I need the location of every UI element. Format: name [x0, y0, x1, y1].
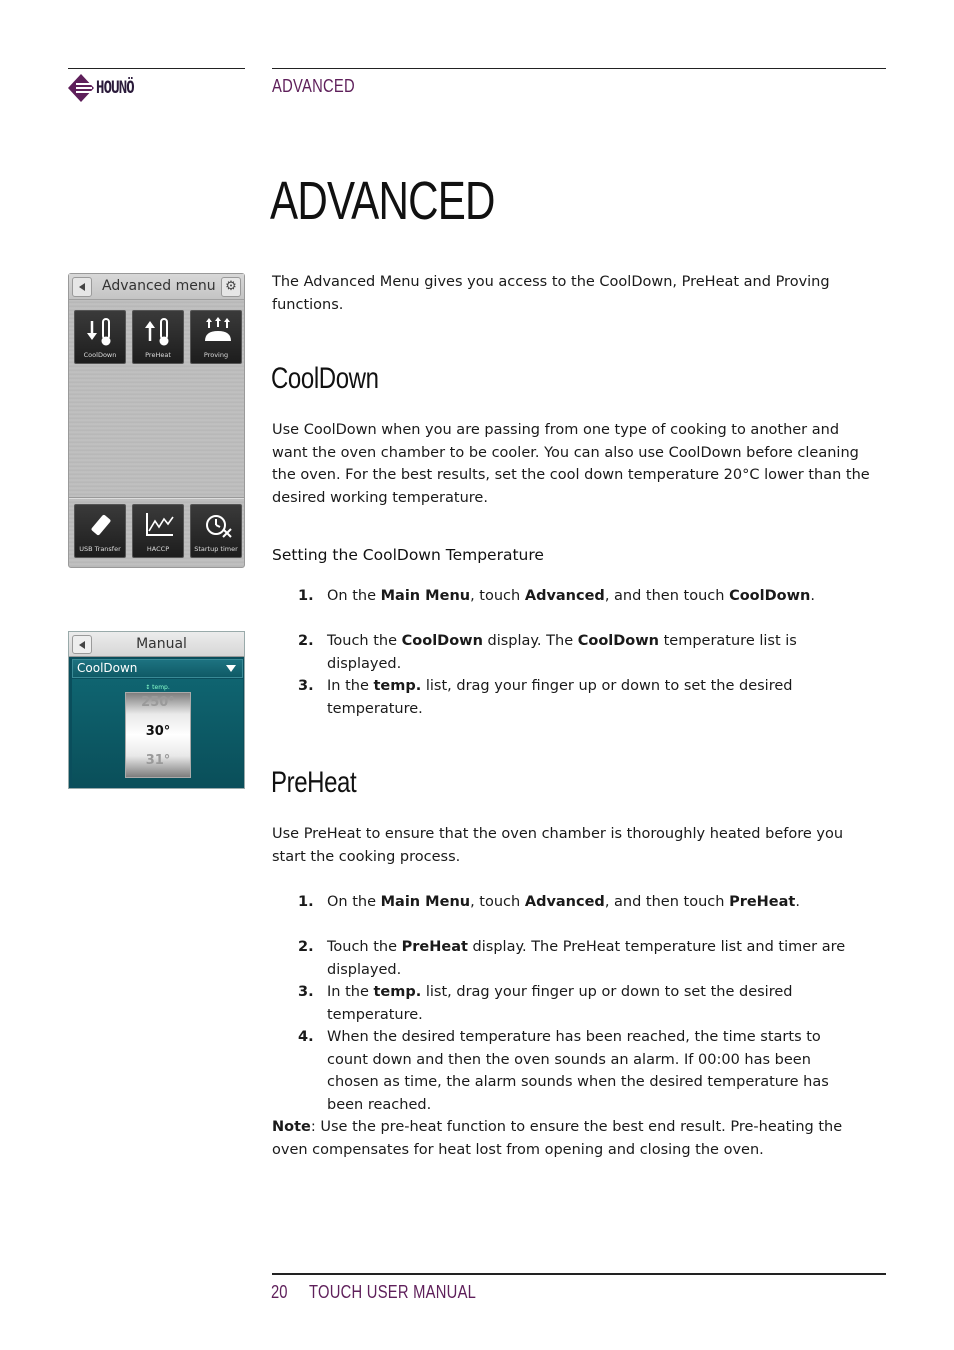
temp-value-below: 31° — [145, 753, 171, 768]
step-number: 3. — [298, 984, 314, 1000]
cooldown-step — [298, 675, 873, 720]
selector-label: CoolDown — [77, 661, 138, 675]
footer-page-number: 20 — [271, 1282, 288, 1302]
intro-paragraph: The Advanced Menu gives you access to the CoolDown, PreHeat and Proving functions. — [272, 274, 830, 313]
advanced-menu-title: Advanced menu — [102, 278, 216, 294]
startup-timer-tile — [190, 504, 242, 558]
tile-label: Startup timer — [194, 545, 238, 553]
brand-name: HOUNÖ — [96, 78, 134, 98]
step-number: 3. — [298, 678, 314, 694]
cooldown-step — [298, 630, 873, 675]
advanced-menu-screenshot — [68, 273, 245, 568]
haccp-tile — [132, 504, 184, 558]
footer-rule — [272, 1273, 886, 1275]
alarm-clock-icon — [203, 511, 233, 539]
manual-screen-screenshot — [68, 631, 245, 789]
dropdown-arrow-icon — [226, 665, 236, 672]
tile-label: CoolDown — [83, 351, 117, 359]
page-title: ADVANCED — [270, 171, 495, 231]
step-text: On the Main Menu, touch Advanced, and then touch CoolDown. — [327, 588, 815, 604]
step-number: 4. — [298, 1029, 314, 1045]
preheat-step — [298, 936, 873, 981]
cooldown-description: Use CoolDown when you are passing from one type of cooking to another and want the oven chamber to be cooler. You can also use CoolDown before cleaning the oven. For the best results, set the cool down temperature 20°C lower than the desired working temperature. — [272, 422, 870, 507]
preheat-heading: PreHeat — [271, 766, 357, 799]
step-text: In the temp. list, drag your finger up or down to set the desired temperature. — [327, 678, 793, 717]
note-label: Note — [272, 1119, 311, 1135]
proving-tile — [190, 310, 242, 364]
note-text: : Use the pre-heat function to ensure the best end result. Pre-heating the oven compensates for heat lost from opening and closing the oven. — [272, 1119, 843, 1158]
preheat-step — [298, 891, 873, 914]
temp-value-selected: 30° — [145, 724, 171, 739]
manual-titlebar — [69, 632, 244, 657]
brand-logo — [68, 74, 158, 102]
cooldown-thermometer-icon — [87, 317, 115, 347]
advanced-menu-titlebar — [69, 274, 244, 300]
cooldown-step — [298, 585, 873, 608]
step-text: Touch the CoolDown display. The CoolDown temperature list is displayed. — [327, 633, 797, 672]
tile-label: USB Transfer — [79, 545, 121, 553]
cooldown-tile — [74, 310, 126, 364]
preheat-note — [272, 1116, 872, 1161]
step-text: Touch the PreHeat display. The PreHeat temperature list and timer are displayed. — [327, 939, 846, 978]
usb-transfer-tile — [74, 504, 126, 558]
step-number: 1. — [298, 894, 314, 910]
preheat-tile — [132, 310, 184, 364]
preheat-step — [298, 1026, 858, 1117]
header-rule-left — [68, 68, 245, 69]
step-text: When the desired temperature has been reached, the time starts to count down and then the oven sounds an alarm. If 00:00 has been chosen as time, the alarm sounds when the desired temperature has been reached. — [327, 1029, 829, 1114]
preheat-description: Use PreHeat to ensure that the oven chamber is thoroughly heated before you start the cooking process. — [272, 826, 844, 865]
tile-label: HACCP — [146, 545, 170, 553]
cooldown-subheading: Setting the CoolDown Temperature — [272, 546, 544, 564]
tile-label: PreHeat — [145, 351, 171, 359]
tile-label: Proving — [203, 351, 229, 359]
preheat-thermometer-icon — [145, 317, 173, 347]
temperature-panel — [72, 679, 243, 786]
footer-title: TOUCH USER MANUAL — [309, 1282, 477, 1302]
step-number: 1. — [298, 588, 314, 604]
haccp-graph-icon — [145, 511, 175, 539]
usb-stick-icon — [87, 511, 115, 539]
gear-icon: ⚙ — [221, 277, 241, 297]
manual-title: Manual — [136, 636, 187, 652]
temperature-drum — [125, 692, 191, 778]
temp-value-above: 250° — [141, 695, 175, 710]
back-arrow-icon — [72, 277, 92, 297]
step-number: 2. — [298, 633, 314, 649]
step-text: On the Main Menu, touch Advanced, and then touch PreHeat. — [327, 894, 800, 910]
header-rule-right — [272, 68, 886, 69]
temp-caption: ↕ temp. — [145, 684, 170, 691]
cooldown-heading: CoolDown — [271, 362, 379, 395]
cooldown-selector — [72, 659, 243, 678]
proving-bread-icon — [203, 317, 233, 347]
step-number: 2. — [298, 939, 314, 955]
step-text: In the temp. list, drag your finger up or down to set the desired temperature. — [327, 984, 793, 1023]
houno-logo-icon — [68, 74, 94, 102]
header-section-label: ADVANCED — [272, 76, 355, 96]
advanced-menu-divider — [69, 497, 244, 499]
preheat-step — [298, 981, 873, 1026]
